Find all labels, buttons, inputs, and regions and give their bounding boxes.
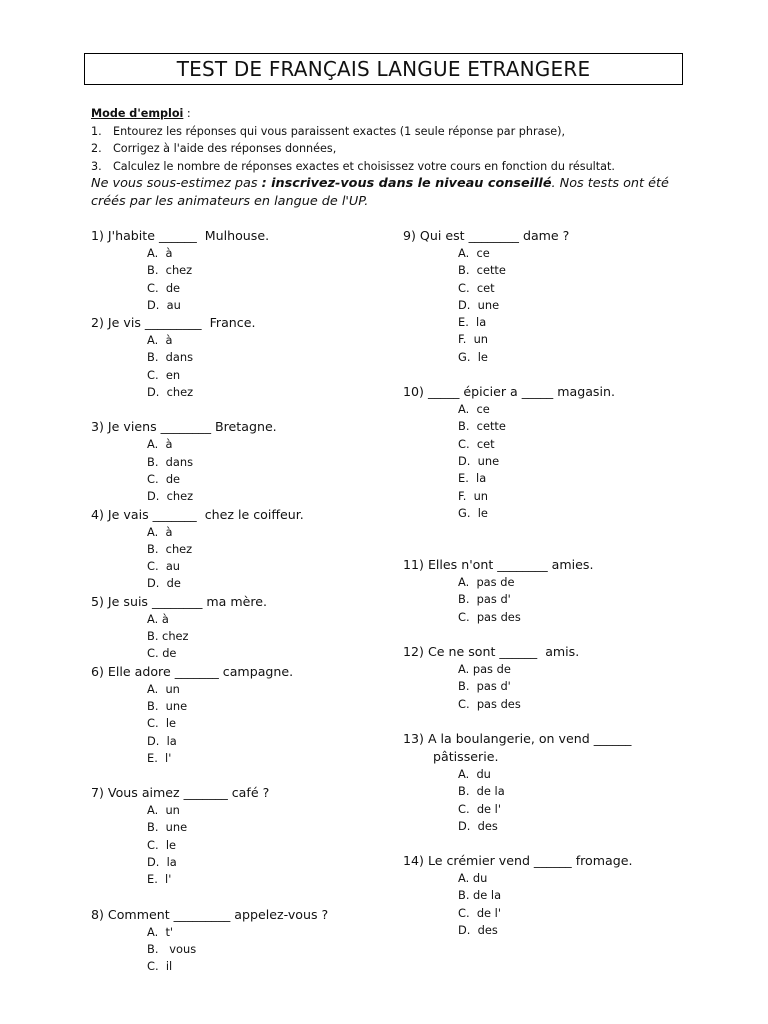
answer-options [403, 661, 723, 713]
answer-option[interactable]: B. dans [147, 350, 194, 365]
spacer [403, 366, 723, 383]
spacer [403, 713, 723, 730]
step-text: Entourez les réponses qui vous paraissent exactes (1 seule réponse par phrase), [113, 124, 566, 138]
question-text: 14) Le crémier vend ______ fromage. [403, 853, 633, 869]
spacer [91, 889, 391, 906]
answer-options [91, 245, 391, 314]
answer-option[interactable]: D. de [147, 576, 181, 591]
answer-option[interactable]: B. une [147, 820, 188, 835]
question-text: 9) Qui est ________ dame ? [403, 228, 570, 243]
answer-option[interactable]: C. de [147, 280, 181, 295]
answer-option[interactable]: A. un [147, 803, 180, 818]
question-text: 12) Ce ne sont ______ amis. [403, 644, 580, 660]
question-text: 13) A la boulangerie, on vend ______ [403, 730, 632, 746]
answer-option[interactable]: C. le [147, 837, 176, 852]
answer-options [91, 802, 391, 888]
answer-option[interactable]: D. la [147, 855, 177, 870]
answer-option[interactable]: D. au [147, 297, 181, 312]
answer-option[interactable]: E. la [458, 471, 487, 486]
answer-option[interactable]: D. des [458, 923, 498, 938]
answer-option[interactable]: A. du [458, 766, 491, 781]
question-block [403, 730, 723, 835]
answer-option[interactable]: A. pas de [458, 662, 511, 677]
instruction-step [91, 158, 691, 176]
answer-option[interactable]: E. l' [147, 872, 172, 887]
left-question-column [91, 227, 391, 976]
answer-option[interactable]: B. pas d' [458, 592, 511, 607]
question-block [91, 906, 391, 976]
question-text: 11) Elles n'ont ________ amies. [403, 557, 594, 573]
spacer [403, 835, 723, 852]
answer-option[interactable]: A. à [147, 333, 173, 348]
answer-option[interactable]: A. pas de [458, 575, 515, 590]
answer-option[interactable]: C. de l' [458, 905, 501, 920]
answer-options [91, 524, 391, 593]
answer-option[interactable]: A. ce [458, 402, 490, 417]
answer-option[interactable]: B. de la [458, 888, 502, 903]
advice-text [91, 175, 691, 211]
spacer [403, 626, 723, 643]
step-text: Corrigez à l'aide des réponses données, [113, 142, 337, 155]
mode-label: Mode d'emploi [91, 107, 184, 120]
answer-option[interactable]: B. chez [147, 263, 193, 278]
answer-option[interactable]: A. un [147, 681, 180, 696]
step-number: 1. [91, 124, 102, 138]
advice-bold: : inscrivez-vous dans le niveau conseillé [261, 176, 552, 191]
question-block [91, 506, 391, 593]
title-box [84, 53, 683, 85]
answer-options [91, 924, 391, 976]
question-block [403, 643, 723, 713]
answer-option[interactable]: B. de la [458, 784, 505, 799]
answer-option[interactable]: A. à [147, 524, 173, 539]
answer-option[interactable]: D. une [458, 453, 500, 468]
question-block [91, 593, 391, 663]
instruction-step [91, 123, 691, 141]
answer-option[interactable]: C. il [147, 959, 173, 974]
answer-option[interactable]: D. une [458, 297, 500, 312]
answer-option[interactable]: C. le [147, 716, 176, 731]
answer-option[interactable]: A. à [147, 437, 173, 452]
answer-option[interactable]: C. de [147, 646, 177, 661]
answer-options [403, 245, 723, 366]
answer-option[interactable]: A. à [147, 246, 173, 260]
answer-option[interactable]: D. des [458, 818, 498, 833]
question-text: 2) Je vis _________ France. [91, 315, 256, 331]
answer-option[interactable]: A. à [147, 611, 169, 626]
answer-options [91, 332, 391, 401]
answer-option[interactable]: B. pas d' [458, 679, 511, 694]
answer-options [91, 681, 391, 767]
step-text: Calculez le nombre de réponses exactes et choisissez votre cours en fonction du résultat. [113, 159, 615, 173]
answer-option[interactable]: B. chez [147, 629, 189, 644]
answer-options [91, 611, 391, 663]
question-text: 1) J'habite ______ Mulhouse. [91, 228, 270, 243]
mode-heading [91, 105, 691, 123]
answer-option[interactable]: B. cette [458, 263, 506, 278]
step-number: 3. [91, 159, 102, 173]
answer-option[interactable]: C. pas des [458, 609, 521, 624]
answer-option[interactable]: C. en [147, 367, 181, 382]
question-continuation: pâtisserie. [433, 748, 499, 764]
instruction-step [91, 140, 691, 158]
right-question-column [403, 227, 723, 939]
answer-options [403, 401, 723, 522]
page-title: TEST DE FRANÇAIS LANGUE ETRANGERE [176, 57, 591, 81]
question-text: 5) Je suis ________ ma mère. [91, 593, 268, 609]
question-block [91, 314, 391, 401]
question-text: 8) Comment _________ appelez-vous ? [91, 906, 329, 922]
spacer [403, 522, 723, 556]
answer-option[interactable]: B. dans [147, 454, 194, 469]
mode-suffix: : [183, 107, 191, 120]
question-text: 10) _____ épicier a _____ magasin. [403, 384, 615, 400]
question-text: 3) Je viens ________ Bretagne. [91, 419, 277, 435]
question-block [403, 556, 723, 626]
answer-option[interactable]: B. cette [458, 419, 506, 434]
answer-option[interactable]: D. la [147, 733, 177, 748]
answer-options [403, 870, 723, 939]
question-block [403, 227, 723, 366]
spacer [91, 401, 391, 418]
answer-option[interactable]: A. du [458, 871, 488, 886]
answer-option[interactable]: A. t' [147, 924, 174, 939]
answer-option[interactable]: C. cet [458, 280, 495, 295]
answer-option[interactable]: E. la [458, 315, 487, 330]
answer-option[interactable]: C. au [147, 559, 181, 574]
advice-before: Ne vous sous-estimez pas [91, 176, 262, 191]
question-block [91, 784, 391, 888]
step-number: 2. [91, 142, 102, 155]
answer-option[interactable]: B. vous [147, 941, 197, 956]
instructions [91, 105, 691, 211]
question-text: 4) Je vais _______ chez le coiffeur. [91, 506, 304, 522]
answer-option[interactable]: D. chez [147, 489, 194, 504]
answer-option[interactable]: E. l' [147, 750, 172, 765]
answer-options [403, 574, 723, 626]
answer-option[interactable]: C. de l' [458, 801, 501, 816]
question-block [91, 418, 391, 505]
answer-option[interactable]: C. cet [458, 436, 495, 451]
spacer [91, 767, 391, 784]
answer-option[interactable]: C. pas des [458, 696, 521, 711]
question-text: 7) Vous aimez _______ café ? [91, 785, 270, 801]
question-block [91, 227, 391, 314]
answer-option[interactable]: D. chez [147, 385, 194, 400]
question-text: 6) Elle adore _______ campagne. [91, 663, 294, 679]
answer-options [91, 436, 391, 505]
answer-option[interactable]: B. chez [147, 541, 193, 556]
answer-option[interactable]: G. le [458, 349, 488, 364]
question-block [403, 383, 723, 522]
answer-option[interactable]: C. de [147, 471, 181, 486]
question-block [403, 852, 723, 939]
advice-after: . Nos tests ont été créés par les animateurs en langue de l'UP. [91, 176, 669, 209]
answer-options [403, 766, 723, 835]
answer-option[interactable]: B. une [147, 698, 188, 713]
answer-option[interactable]: F. un [458, 332, 489, 347]
question-block [91, 663, 391, 767]
answer-option[interactable]: A. ce [458, 246, 490, 260]
answer-option[interactable]: G. le [458, 505, 488, 520]
answer-option[interactable]: F. un [458, 488, 489, 503]
